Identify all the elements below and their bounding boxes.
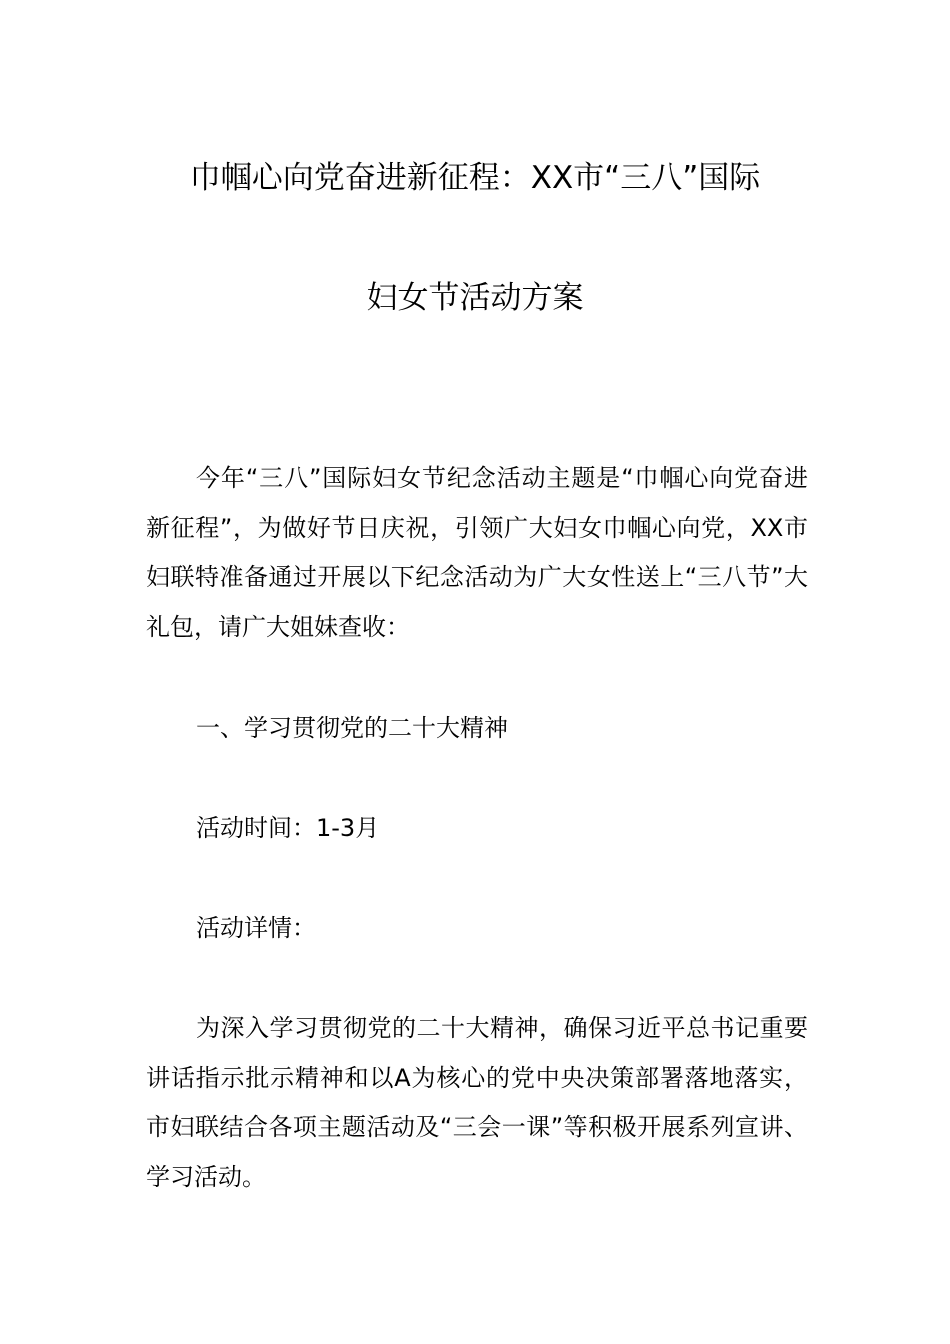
- document-title-line-2: 妇女节活动方案: [366, 280, 584, 316]
- activity-time: 活动时间：1-3月: [196, 814, 380, 842]
- section-paragraph: 为深入学习贯彻党的二十大精神，确保习近平总书记重要讲话指示批示精神和以A为核心的党中央决策部署落地落实，市妇联结合各项主题活动及“三会一课”等积极开展系列宣讲、学习活动。: [146, 1014, 808, 1191]
- document-title-line-1: 巾帼心向党奋进新征程：XX市“三八”国际: [189, 160, 761, 196]
- intro-paragraph: 今年“三八”国际妇女节纪念活动主题是“巾帼心向党奋进新征程”，为做好节日庆祝，引领广大妇女巾帼心向党，XX市妇联特准备通过开展以下纪念活动为广大女性送上“三八节”大礼包，请广大姐妹查收：: [146, 464, 808, 641]
- section-heading: 一、学习贯彻党的二十大精神: [196, 714, 508, 742]
- activity-details-label: 活动详情：: [196, 914, 316, 942]
